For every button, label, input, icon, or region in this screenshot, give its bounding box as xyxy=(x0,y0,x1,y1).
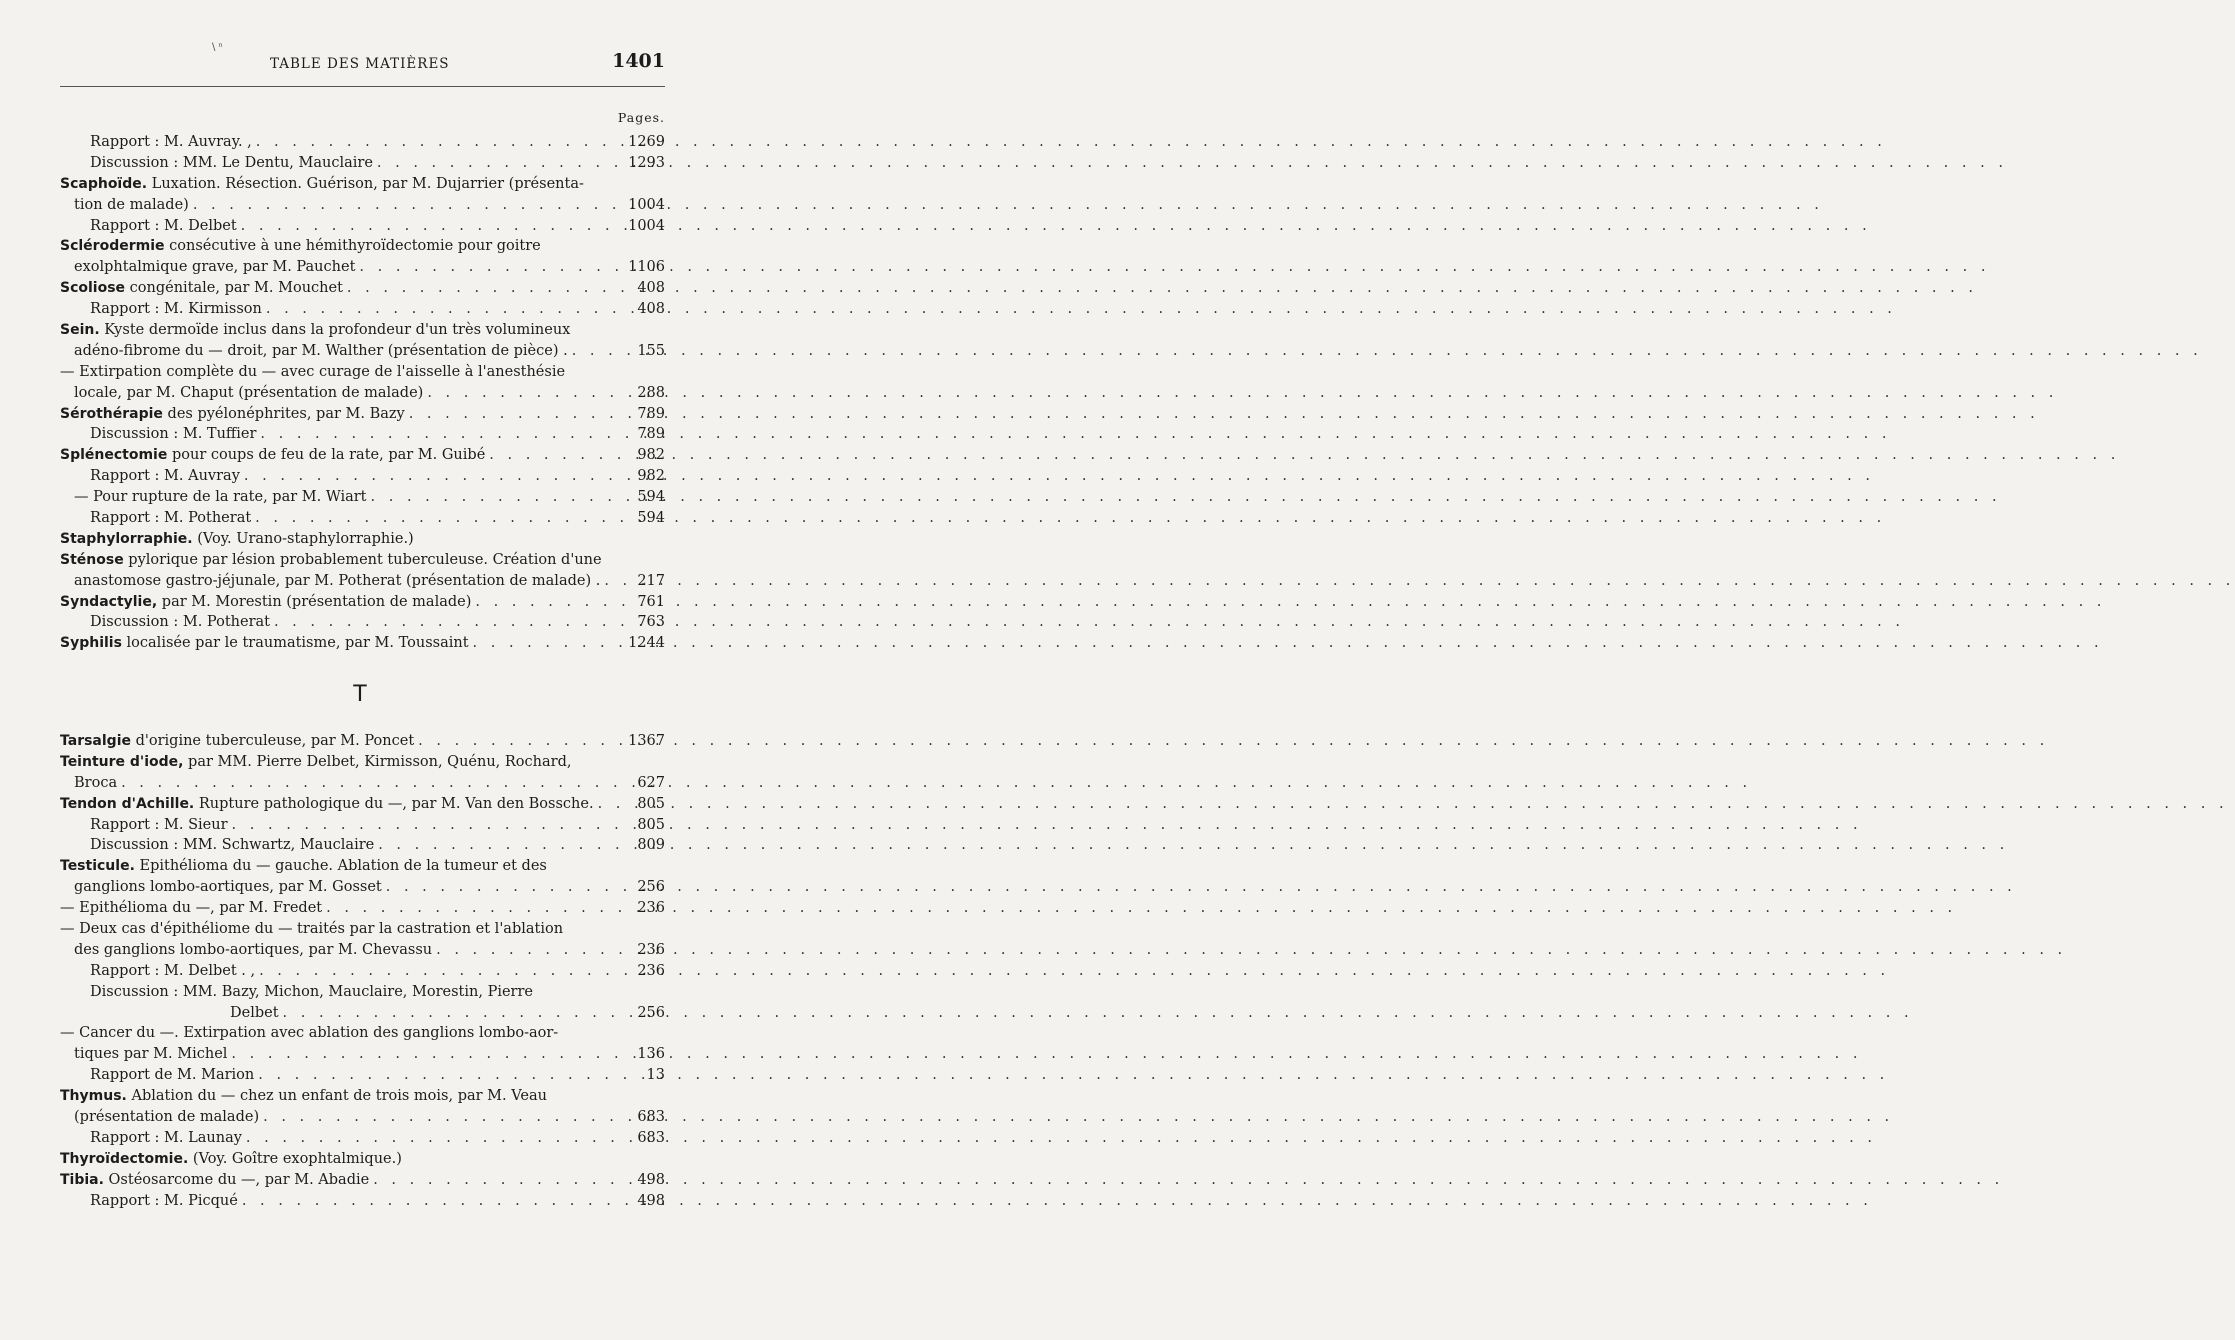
entry-description: Rapport : M. Auvray. , xyxy=(90,134,252,150)
entry-text xyxy=(74,940,432,961)
entry-text xyxy=(60,404,405,425)
index-entry xyxy=(60,731,665,752)
index-entry xyxy=(60,919,665,961)
page-ref: 1244 xyxy=(628,635,665,652)
index-entry xyxy=(60,529,665,550)
index-line xyxy=(60,1149,665,1170)
entry-keyword: Testicule. xyxy=(60,858,135,875)
page-ref: 408 xyxy=(637,301,665,318)
entry-keyword: Sténose xyxy=(60,551,124,568)
dot-leader xyxy=(255,508,633,529)
section-letter-heading: T xyxy=(353,682,367,707)
page-ref: 789 xyxy=(637,405,665,422)
entry-text xyxy=(60,633,469,654)
dot-leader xyxy=(371,487,633,508)
entry-text xyxy=(60,320,665,341)
index-line xyxy=(60,731,665,752)
dot-leader xyxy=(266,299,633,320)
entry-description: pylorique par lésion probablement tuberculeuse. Création d'une xyxy=(123,551,602,568)
index-line xyxy=(60,1107,665,1128)
entry-text xyxy=(60,529,665,550)
entry-text xyxy=(60,919,665,940)
page-ref: 236 xyxy=(637,941,665,958)
dot-leader xyxy=(258,1065,633,1086)
entry-description: localisée par le traumatisme, par M. Toussaint xyxy=(121,635,469,652)
page-ref: 136 xyxy=(637,1046,665,1063)
page-ref: 1004 xyxy=(628,196,665,213)
entry-text xyxy=(74,877,382,898)
page-ref: 594 xyxy=(637,489,665,506)
page-number: 1401 xyxy=(612,50,665,72)
index-entry xyxy=(60,835,665,856)
dot-leader xyxy=(246,1128,633,1149)
index-line xyxy=(60,466,665,487)
entry-keyword: Tendon d'Achille. xyxy=(60,795,195,812)
index-entry xyxy=(60,961,665,982)
index-entry xyxy=(60,1023,665,1065)
entry-text xyxy=(60,362,665,383)
index-entry xyxy=(60,856,665,898)
index-line xyxy=(60,1023,665,1044)
entry-keyword: Sein. xyxy=(60,322,100,339)
index-line xyxy=(60,216,665,237)
entry-text xyxy=(60,550,665,571)
entry-description: Rapport : M. Delbet xyxy=(90,217,237,234)
dot-leader xyxy=(232,815,633,836)
entry-text xyxy=(60,752,665,773)
index-entry xyxy=(60,424,665,445)
entry-keyword: Tibia. xyxy=(60,1171,104,1188)
page-ref: 498 xyxy=(637,1171,665,1188)
entry-keyword: Syphilis xyxy=(60,635,122,652)
index-entry xyxy=(60,1149,665,1170)
entry-keyword: Splénectomie xyxy=(60,447,168,464)
page-ref: 217 xyxy=(637,572,665,589)
entry-description: des pyélonéphrites, par M. Bazy xyxy=(162,405,405,422)
index-line xyxy=(60,633,665,654)
index-entry xyxy=(60,362,665,404)
dot-leader xyxy=(256,132,624,153)
entry-keyword: Thymus. xyxy=(60,1088,127,1105)
index-line xyxy=(60,1128,665,1149)
entry-description: Discussion : M. Tuffier xyxy=(90,426,257,443)
entry-description: par M. Morestin (présentation de malade) xyxy=(157,593,472,610)
page-header xyxy=(60,52,665,87)
entry-description: — Deux cas d'épithéliome du — traités par la castration et l'ablation xyxy=(60,921,564,938)
entry-description: Rapport : M. Auvray xyxy=(90,468,240,485)
dot-leader xyxy=(359,257,624,278)
index-entry xyxy=(60,982,665,1024)
index-line xyxy=(60,508,665,529)
index-line xyxy=(60,835,665,856)
index-line xyxy=(60,132,665,153)
entry-description: tion de malade) xyxy=(74,196,189,213)
page-ref: 982 xyxy=(637,468,665,485)
index-entry xyxy=(60,508,665,529)
index-entry xyxy=(60,794,665,815)
entry-description: tiques par M. Michel xyxy=(74,1046,228,1063)
entry-keyword: Sérothérapie xyxy=(60,405,163,422)
entry-description: Ablation du — chez un enfant de trois mois, par M. Veau xyxy=(126,1088,547,1105)
index-entry xyxy=(60,1128,665,1149)
entry-description: Delbet xyxy=(230,1004,279,1021)
entry-description: Rapport : M. Delbet . , xyxy=(90,962,256,979)
index-line xyxy=(60,236,665,257)
dot-leader xyxy=(274,612,633,633)
running-title: TABLE DES MATIÈRES xyxy=(270,56,450,72)
entry-description: congénitale, par M. Mouchet xyxy=(125,280,343,297)
index-line xyxy=(60,794,665,815)
entry-text xyxy=(90,424,256,445)
index-entry xyxy=(60,466,665,487)
index-line xyxy=(60,424,665,445)
page-ref: 155 xyxy=(637,342,665,359)
entry-keyword: Tarsalgie xyxy=(60,733,131,749)
entry-text xyxy=(90,815,228,836)
page-ref: 1293 xyxy=(628,154,665,171)
entry-text xyxy=(74,341,568,362)
entry-text xyxy=(90,982,665,1003)
index-line xyxy=(60,383,665,404)
entry-text xyxy=(74,1044,227,1065)
entry-text xyxy=(74,773,117,794)
dot-leader xyxy=(436,940,633,961)
index-line xyxy=(60,1086,665,1107)
dot-leader xyxy=(283,1003,633,1024)
index-line xyxy=(60,815,665,836)
index-entry xyxy=(60,752,665,794)
index-line xyxy=(60,362,665,383)
entry-description: Kyste dermoïde inclus dans la profondeur d'un très volumineux xyxy=(99,322,571,339)
entry-text xyxy=(74,1107,259,1128)
dot-leader xyxy=(473,633,625,654)
dot-leader xyxy=(489,445,633,466)
page-ref: 408 xyxy=(637,280,665,297)
page-ref: 809 xyxy=(637,837,665,854)
entry-text xyxy=(60,1149,665,1170)
entry-text xyxy=(90,216,237,237)
page-ref: 763 xyxy=(637,614,665,631)
entry-description: — Epithélioma du —, par M. Fredet xyxy=(60,900,323,917)
dot-leader xyxy=(347,278,633,299)
entry-text xyxy=(90,466,240,487)
entry-keyword: Scoliose xyxy=(60,280,126,297)
entry-text xyxy=(90,612,270,633)
entry-description: Luxation. Résection. Guérison, par M. Dujarrier (présenta- xyxy=(147,175,584,192)
entry-description: d'origine tuberculeuse, par M. Poncet xyxy=(131,733,415,749)
entry-description: (Voy. Goître exophtalmique.) xyxy=(188,1150,402,1167)
page-ref: 1106 xyxy=(628,259,665,276)
index-entry xyxy=(60,815,665,836)
entry-keyword: Syndactylie, xyxy=(60,593,158,610)
entry-description: Rapport : M. Launay xyxy=(90,1129,242,1146)
index-line xyxy=(60,1044,665,1065)
index-entry xyxy=(60,550,665,592)
index-line xyxy=(60,1003,665,1024)
dot-leader xyxy=(378,835,633,856)
entry-description: Rapport : M. Picqué xyxy=(90,1192,238,1209)
index-line xyxy=(60,174,665,195)
entry-text xyxy=(230,1003,279,1024)
index-entry xyxy=(60,278,665,299)
entry-text xyxy=(90,132,252,153)
entry-text xyxy=(74,487,367,508)
page-ref: 805 xyxy=(637,816,665,833)
index-entry xyxy=(60,320,665,362)
dot-leader xyxy=(373,1170,633,1191)
index-entry xyxy=(60,1170,665,1191)
index-line xyxy=(60,612,665,633)
entry-description: pour coups de feu de la rate, par M. Guibé xyxy=(167,447,486,464)
entry-description: Discussion : MM. Bazy, Michon, Mauclaire, Morestin, Pierre xyxy=(90,983,533,1000)
index-line xyxy=(60,445,665,466)
page-ref: 761 xyxy=(637,593,665,610)
entry-description: Rapport : M. Kirmisson xyxy=(90,301,262,318)
page-ref: 498 xyxy=(637,1192,665,1209)
index-line xyxy=(60,1170,665,1191)
dot-leader xyxy=(386,877,633,898)
index-entry xyxy=(60,487,665,508)
dot-leader xyxy=(418,731,624,752)
index-line xyxy=(60,278,665,299)
index-entry xyxy=(60,404,665,425)
dot-leader xyxy=(409,404,633,425)
index-entry xyxy=(60,1191,665,1212)
page-ref: 256 xyxy=(637,879,665,896)
entry-text xyxy=(90,1191,238,1212)
entry-keyword: Thyroïdectomie. xyxy=(60,1150,189,1167)
index-line xyxy=(60,195,665,216)
entry-keyword: Sclérodermie xyxy=(60,238,165,255)
entry-description: consécutive à une hémithyroïdectomie pour goitre xyxy=(164,238,541,255)
page-ref: 982 xyxy=(637,447,665,464)
dot-leader xyxy=(242,1191,633,1212)
index-entry xyxy=(60,236,665,278)
index-line xyxy=(60,404,665,425)
dot-leader xyxy=(604,571,633,592)
entry-text xyxy=(74,383,423,404)
index-entry xyxy=(60,633,665,654)
entry-description: Rupture pathologique du —, par M. Van den Bossche. xyxy=(194,795,594,812)
page-ref: 236 xyxy=(637,962,665,979)
index-entry xyxy=(60,132,665,153)
entry-description: adéno-fibrome du — droit, par M. Walther (présentation de pièce) . xyxy=(74,342,568,359)
entry-text xyxy=(60,1023,665,1044)
dot-leader xyxy=(326,898,633,919)
index-line xyxy=(60,898,665,919)
page-ref: 683 xyxy=(637,1109,665,1126)
entry-description: des ganglions lombo-aortiques, par M. Chevassu xyxy=(74,941,433,958)
page-ref: 594 xyxy=(637,510,665,527)
entry-description: Rapport : M. Sieur xyxy=(90,816,228,833)
entry-description: Epithélioma du — gauche. Ablation de la tumeur et des xyxy=(134,858,547,875)
entry-text xyxy=(74,195,189,216)
index-section-s xyxy=(60,132,665,654)
entry-description: Discussion : MM. Schwartz, Mauclaire xyxy=(90,837,375,854)
entry-description: par MM. Pierre Delbet, Kirmisson, Quénu, Rochard, xyxy=(183,753,572,770)
index-line xyxy=(60,153,665,174)
page-ref: 805 xyxy=(637,795,665,812)
index-entry xyxy=(60,445,665,466)
index-entry xyxy=(60,898,665,919)
entry-description: Rapport : M. Potherat xyxy=(90,510,252,527)
index-line xyxy=(60,961,665,982)
entry-description: Broca xyxy=(74,774,118,791)
entry-text xyxy=(90,835,374,856)
entry-keyword: Staphylorraphie. xyxy=(60,530,193,547)
entry-text xyxy=(60,794,594,815)
entry-description: — Extirpation complète du — avec curage de l'aisselle à l'anesthésie xyxy=(60,363,566,380)
index-line xyxy=(60,299,665,320)
index-entry xyxy=(60,153,665,174)
entry-text xyxy=(60,898,322,919)
entry-text xyxy=(74,257,355,278)
index-line xyxy=(60,529,665,550)
dot-leader xyxy=(260,424,633,445)
index-line xyxy=(60,940,665,961)
entry-description: exolphtalmique grave, par M. Pauchet xyxy=(74,259,356,276)
index-entry xyxy=(60,299,665,320)
entry-description: Discussion : M. Potherat xyxy=(90,614,270,631)
index-entry xyxy=(60,612,665,633)
page-ref: 13 xyxy=(646,1067,665,1084)
dot-leader xyxy=(259,961,633,982)
index-line xyxy=(60,1065,665,1086)
entry-text xyxy=(90,153,373,174)
dot-leader xyxy=(121,773,633,794)
entry-text xyxy=(60,731,414,752)
index-entry xyxy=(60,216,665,237)
entry-text xyxy=(60,445,485,466)
page-ref: 627 xyxy=(637,774,665,791)
index-entry xyxy=(60,1065,665,1086)
index-entry xyxy=(60,174,665,216)
page-ref: 1367 xyxy=(628,733,665,749)
entry-description: Ostéosarcome du —, par M. Abadie xyxy=(103,1171,370,1188)
dot-leader xyxy=(475,592,633,613)
dot-leader xyxy=(572,341,633,362)
page-ref: 288 xyxy=(637,384,665,401)
entry-text xyxy=(60,1170,369,1191)
dot-leader xyxy=(231,1044,633,1065)
entry-description: — Cancer du —. Extirpation avec ablation des ganglions lombo-aor- xyxy=(60,1025,559,1042)
entry-text xyxy=(60,174,665,195)
index-line xyxy=(60,487,665,508)
index-line xyxy=(60,773,665,794)
dot-leader xyxy=(241,216,624,237)
entry-description: Discussion : MM. Le Dentu, Mauclaire xyxy=(90,154,373,171)
entry-description: (présentation de malade) xyxy=(74,1109,260,1126)
entry-text xyxy=(74,571,600,592)
entry-description: (Voy. Urano-staphylorraphie.) xyxy=(192,530,414,547)
dot-leader xyxy=(598,794,633,815)
index-line xyxy=(60,341,665,362)
pages-column-label: Pages. xyxy=(617,110,665,125)
index-line xyxy=(60,257,665,278)
dot-leader xyxy=(427,383,633,404)
index-section-t xyxy=(60,731,665,1211)
page-ref: 256 xyxy=(637,1004,665,1021)
dot-leader xyxy=(263,1107,633,1128)
entry-keyword: Scaphoïde. xyxy=(60,175,148,192)
index-line xyxy=(60,877,665,898)
entry-text xyxy=(90,1128,242,1149)
index-line xyxy=(60,982,665,1003)
dot-leader xyxy=(377,153,624,174)
entry-description: locale, par M. Chaput (présentation de malade) xyxy=(74,384,424,401)
index-line xyxy=(60,919,665,940)
corner-scan-mark: \ ⁿ xyxy=(212,42,223,53)
entry-text xyxy=(90,508,251,529)
page-ref: 1269 xyxy=(628,134,665,150)
entry-description: Rapport de M. Marion xyxy=(90,1067,255,1084)
page-ref: 236 xyxy=(637,900,665,917)
page-ref: 789 xyxy=(637,426,665,443)
index-entry xyxy=(60,592,665,613)
entry-text xyxy=(60,1086,665,1107)
index-line xyxy=(60,856,665,877)
entry-text xyxy=(90,961,255,982)
dot-leader xyxy=(244,466,633,487)
page-ref: 683 xyxy=(637,1129,665,1146)
entry-text xyxy=(60,278,343,299)
page-ref: 1004 xyxy=(628,217,665,234)
index-line xyxy=(60,1191,665,1212)
entry-text xyxy=(90,1065,254,1086)
index-line xyxy=(60,752,665,773)
index-line xyxy=(60,571,665,592)
entry-description: anastomose gastro-jéjunale, par M. Potherat (présentation de malade) . xyxy=(74,572,601,589)
dot-leader xyxy=(193,195,624,216)
index-line xyxy=(60,320,665,341)
entry-description: — Pour rupture de la rate, par M. Wiart xyxy=(74,489,367,506)
index-line xyxy=(60,592,665,613)
entry-keyword: Teinture d'iode, xyxy=(60,753,184,770)
entry-description: ganglions lombo-aortiques, par M. Gosset xyxy=(74,879,382,896)
entry-text xyxy=(60,236,665,257)
entry-text xyxy=(60,856,665,877)
index-line xyxy=(60,550,665,571)
index-entry xyxy=(60,1086,665,1128)
entry-text xyxy=(60,592,471,613)
entry-text xyxy=(90,299,262,320)
